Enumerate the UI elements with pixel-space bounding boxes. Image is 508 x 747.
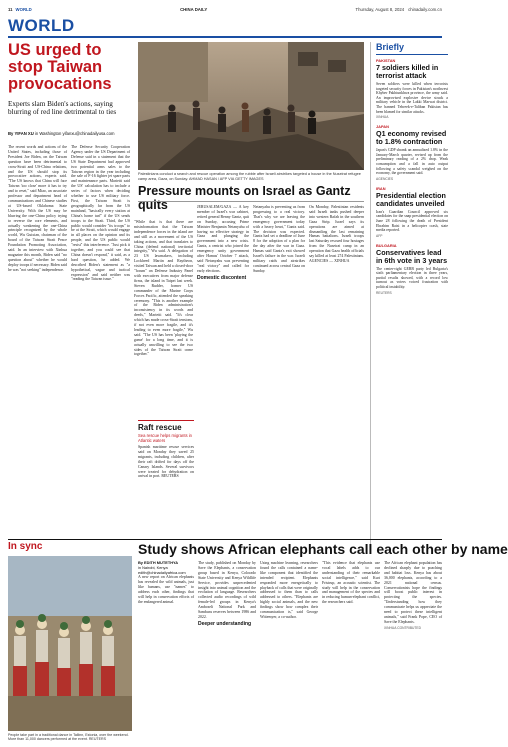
lead-column-3: "While that is that there are misinformation that the Taiwan independence forces in the island are and still as a movement of the US taking actions, and that translates to China (defend national) territorial integrity," Wu said. A delegation of 23 US lawmakers, including Lockheed Martin and Raytheon, visited Taiwan and held a closed-door "forum" on Defense Industry Panel with executives from major defense firms, the island in Taipei last week. Steven Rudder, former US commander of the Marine Corps Forces Pacific, attended the speaking ceremony. "This is another example of the Biden administration's inconsistency in its words and deeds," Marietti said. "It's clear which has made cross-Strait tensions, if not even more fragile, and it's leading to even more fragile," Wu said. "The US has been 'playing the game' for a long time, and it is actually unwilling to see the two sides of the Taiwan Strait come together." [134, 220, 193, 357]
brief-source: XINHUA [376, 115, 389, 120]
brief-place: PAKISTAN [376, 58, 396, 63]
elephant-column-2 [198, 561, 256, 743]
brief-item [376, 186, 448, 238]
website: chinadaily.com.cn [408, 7, 442, 12]
briefly-column [370, 42, 448, 547]
elephant-source: XINHUA CONTRIBUTED [384, 625, 422, 630]
brief-item [376, 124, 448, 181]
section-title: WORLD [8, 16, 75, 35]
photo-illustration [138, 42, 364, 170]
elephant-byline-name: By EDITH MUTETHYA [138, 560, 179, 565]
elephant-column-3: Using machine learning, researchers found the calls contained a name-like component that identified the intended recipient. Elephants responded more energetically to playback of calls that were originally addressed to them than to calls addressed to others. "Elephants are highly social animals, and the new findings show how complex their communication is," said George Wittemyer, a co-author. [260, 561, 318, 619]
brief-headline[interactable]: Presidential election candidates unveiled [376, 190, 446, 208]
page-header [8, 5, 442, 14]
bottom-rule [8, 539, 442, 540]
elephant-column-1: A new report on African elephants has revealed the wild animals, just like humans, use "names" to address each other, findings that will help in conservation efforts of the endangered animal. [138, 575, 194, 604]
page-number: 11 [8, 7, 13, 12]
elephant-byline-detail: in Nairobi, Kenya edith@chinadailyafrica.com [138, 564, 186, 575]
lead-column-1: The recent words and actions of the United States, including those of President Joe Biden, on the Taiwan question have been detrimental to cross-Strait and US-China relations, and the US should stop its provocative actions, experts said. "The US knows that China will face Taiwan 'too close' more it has to try and to reset," said Miao, an associate professor and department head of communications and Chinese studies at US-based Oklahoma State University. With the US may be blurring the one-China policy trying to reverse the core elements, and actually weakening the one-China principle recognized by the whole world, Wu Guixian, chairman of the board of the Taiwan Strait Peace Foundation Promoting Association, said. In an interview with Xinhua magazine this month, Biden said "no question about" whether he would deploy troops if necessary. Biden said he was "not seeking" independence. [8, 145, 67, 272]
gaza-column-1-text: JERUSALEM/GAZA — A key member of Israel's war cabinet, retired general Benny Gantz, quit on Sunday, accusing Prime Minister Benjamin Netanyahu of having no effective strategy in Gaza and plunging the government into a new crisis. Gantz, a centrist who joined the emergency unity government after Hamas' October 7 attack, said Netanyahu was preventing "real victory" and called for early elections. [197, 205, 249, 273]
brief-source: AGENCIES [376, 176, 394, 181]
header-right [355, 7, 442, 12]
brief-headline[interactable]: 7 soldiers killed in terrorist attack [376, 63, 439, 80]
lead-headline[interactable]: US urged to stop Taiwan provocations [8, 41, 112, 93]
brief-body: Iran's Guardian Council approved six candidates for the snap presidential election on June 28 following the death of President Ebrahim Raisi in a helicopter crash, state media reported. [376, 209, 448, 233]
section-name: WORLD [15, 7, 32, 12]
lead-byline-detail: in Washington yifanxu@chinadailyusa.com [34, 131, 115, 136]
gaza-rule [138, 201, 364, 202]
brief-body: Seven soldiers were killed when terrorists targeted security forces in Pakistan's northwest Khyber Pakhtunkhwa province, the army said. An improvised explosive device struck a military vehicle in the Lakki Marwat district. The banned Tehreek-e-Taliban Pakistan has been blamed for similar attacks. [376, 82, 448, 114]
brief-source: REUTERS [376, 290, 392, 295]
gaza-photo-caption: Palestinians conduct a search and rescue operation among the rubble after Israeli airstrikes targeted a house in the Nuseirat refugee camp area, Gaza, on Sunday. AHMAD HASAN / AFP VIA GETTY IMAGES [138, 172, 361, 181]
lead-column-2: The Defense Security Cooperation Agency under the US Department of Defense said in a statement that the US State Department had approved two potential arms sales to the Taiwan region in the year including the sale of F-16 fighter jet spare parts and maintenance parts. Marietti said the US' calculation has to include a series of factors when deciding whether to use US military force. First, the Taiwan Strait is geographically far from the US mainland, "basically every station at China's home turf" if the US sends troops to the Strait. Third, the US public would consider "its troops" to be at the Strait, which would engage in all places on the opinion and its people, and the US public would "resist" this interference. "Just pick it together, and you could see that China doesn't respond," it said, as a hard question, he added. We described Biden's statement as "a hypothetical, vague and tactical expression" and said neither was "reading the Taiwan issue." [71, 145, 130, 282]
brief-headline[interactable]: Q1 economy revised to 1.8% contraction [376, 129, 447, 147]
header-left [8, 7, 32, 12]
raft-rescue-box [138, 420, 194, 535]
elephant-column-2-text: The study, published on Monday by Save the Elephants, a conservation group based in Kenya, Colorado State University and Kenya Wildlife Service, provides unprecedented insight into animal cognition and the evolution of language. Researchers collected audio recordings of wild female-led groups in Kenya's Amboseli National Park and Samburu reserves between 1986 and 2022. [198, 561, 256, 619]
brief-place: IRAN [376, 185, 386, 191]
brief-place: JAPAN [376, 124, 389, 130]
dance-photo-illustration [8, 556, 132, 731]
lead-byline [8, 131, 132, 136]
brief-place: BULGARIA [376, 242, 397, 248]
section-rule [8, 36, 442, 38]
gaza-rescue-photo [138, 42, 364, 170]
briefly-title: Briefly [376, 42, 448, 55]
gaza-column-2: Netanyahu is preventing us from progressing to a real victory. That's why we are leaving the emergency government today with a heavy heart," Gantz said. The decision was expected. Gantz had set a deadline of June 8 for the adoption of a plan for the day after the war in Gaza. Hamas said Gantz's exit showed Israel's failure in the war. Israeli military raids and airstrikes continued across central Gaza on Sunday. [253, 205, 305, 273]
elephant-column-5 [384, 561, 442, 743]
brief-body: The center-right GERB party led Bulgaria's sixth parliamentary election in three years, partial results showed, with a record low turnout as voters voiced frustration with political instability. [376, 266, 448, 290]
in-sync-label: In sync [8, 541, 43, 552]
dance-photo-caption: People take part in a traditional dance in Tallinn, Estonia, over the weekend. More than 11,000 dancers performed at the event. REUTERS [8, 733, 129, 742]
dance-photo [8, 556, 132, 731]
elephant-byline [138, 561, 198, 575]
elephant-subheading: Deeper understanding [198, 620, 252, 627]
publication-date: Thursday, August 8, 2024 [355, 7, 405, 12]
brand-name: CHINA DAILY [180, 7, 208, 12]
gaza-column-3: On Monday, Palestinian residents said Israeli tanks pushed deeper into western Rafah in the southern Gaza Strip. Israel says its operations are aimed at dismantling the last remaining Hamas battalions. Israeli troops last Saturday rescued four hostages from the Nuseirat camp in an operation that Gaza health officials say killed at least 274 Palestinians. AGENCIES — XINHUA [309, 205, 364, 263]
brief-source: AFP [376, 233, 383, 238]
elephant-column-5-text: The African elephant population has declined sharply due to poaching and habitat loss. Kenya has about 36,000 elephants, according to a 2021 national census. Conservationists hope the findings will boost public interest in protecting the species. "Understanding how they communicate helps us appreciate the need to protect these intelligent animals," said Frank Pope, CEO of Save the Elephants. [384, 561, 442, 624]
brief-headline[interactable]: Conservatives lead in 6th vote in 3 years [376, 247, 448, 265]
raft-subhead: Sea rescue helps migrants in Atlantic waters [138, 433, 192, 443]
elephant-headline[interactable]: Study shows African elephants call each other by name [138, 541, 508, 557]
brief-item [376, 58, 448, 119]
brief-item [376, 243, 448, 295]
gaza-subheading: Domestic discontent [197, 274, 247, 281]
gaza-column-1 [197, 205, 249, 475]
brief-body: Japan's GDP shrank an annualized 1.8% in the January-March quarter, revised up from the preliminary reading of a 2% drop. Weak consumption and a fall in auto output following a safety scandal weighed on the economy, the government said. [376, 148, 448, 176]
raft-body: Spanish maritime rescue services said on Monday they saved 25 migrants, including children, after their raft drifted for days off the Canary Islands. Several survivors were treated for dehydration on arrival in port. REUTERS [138, 445, 194, 479]
gaza-headline[interactable]: Pressure mounts on Israel as Gantz quits [138, 184, 351, 212]
lead-subhead: Experts slam Biden's actions, saying blurring of red line detrimental to ties [8, 100, 117, 117]
raft-headline[interactable]: Raft rescue [138, 423, 182, 432]
elephant-column-4: "This evidence that elephants use vocal labels adds to our understanding of their remarkable social intelligence," said Kurt Fristrup, an acoustic scientist. The study will help in the conservation and management of the species and in reducing human-elephant conflict, the researchers said. [322, 561, 380, 605]
lead-byline-name: By YIFAN XU [8, 131, 34, 136]
